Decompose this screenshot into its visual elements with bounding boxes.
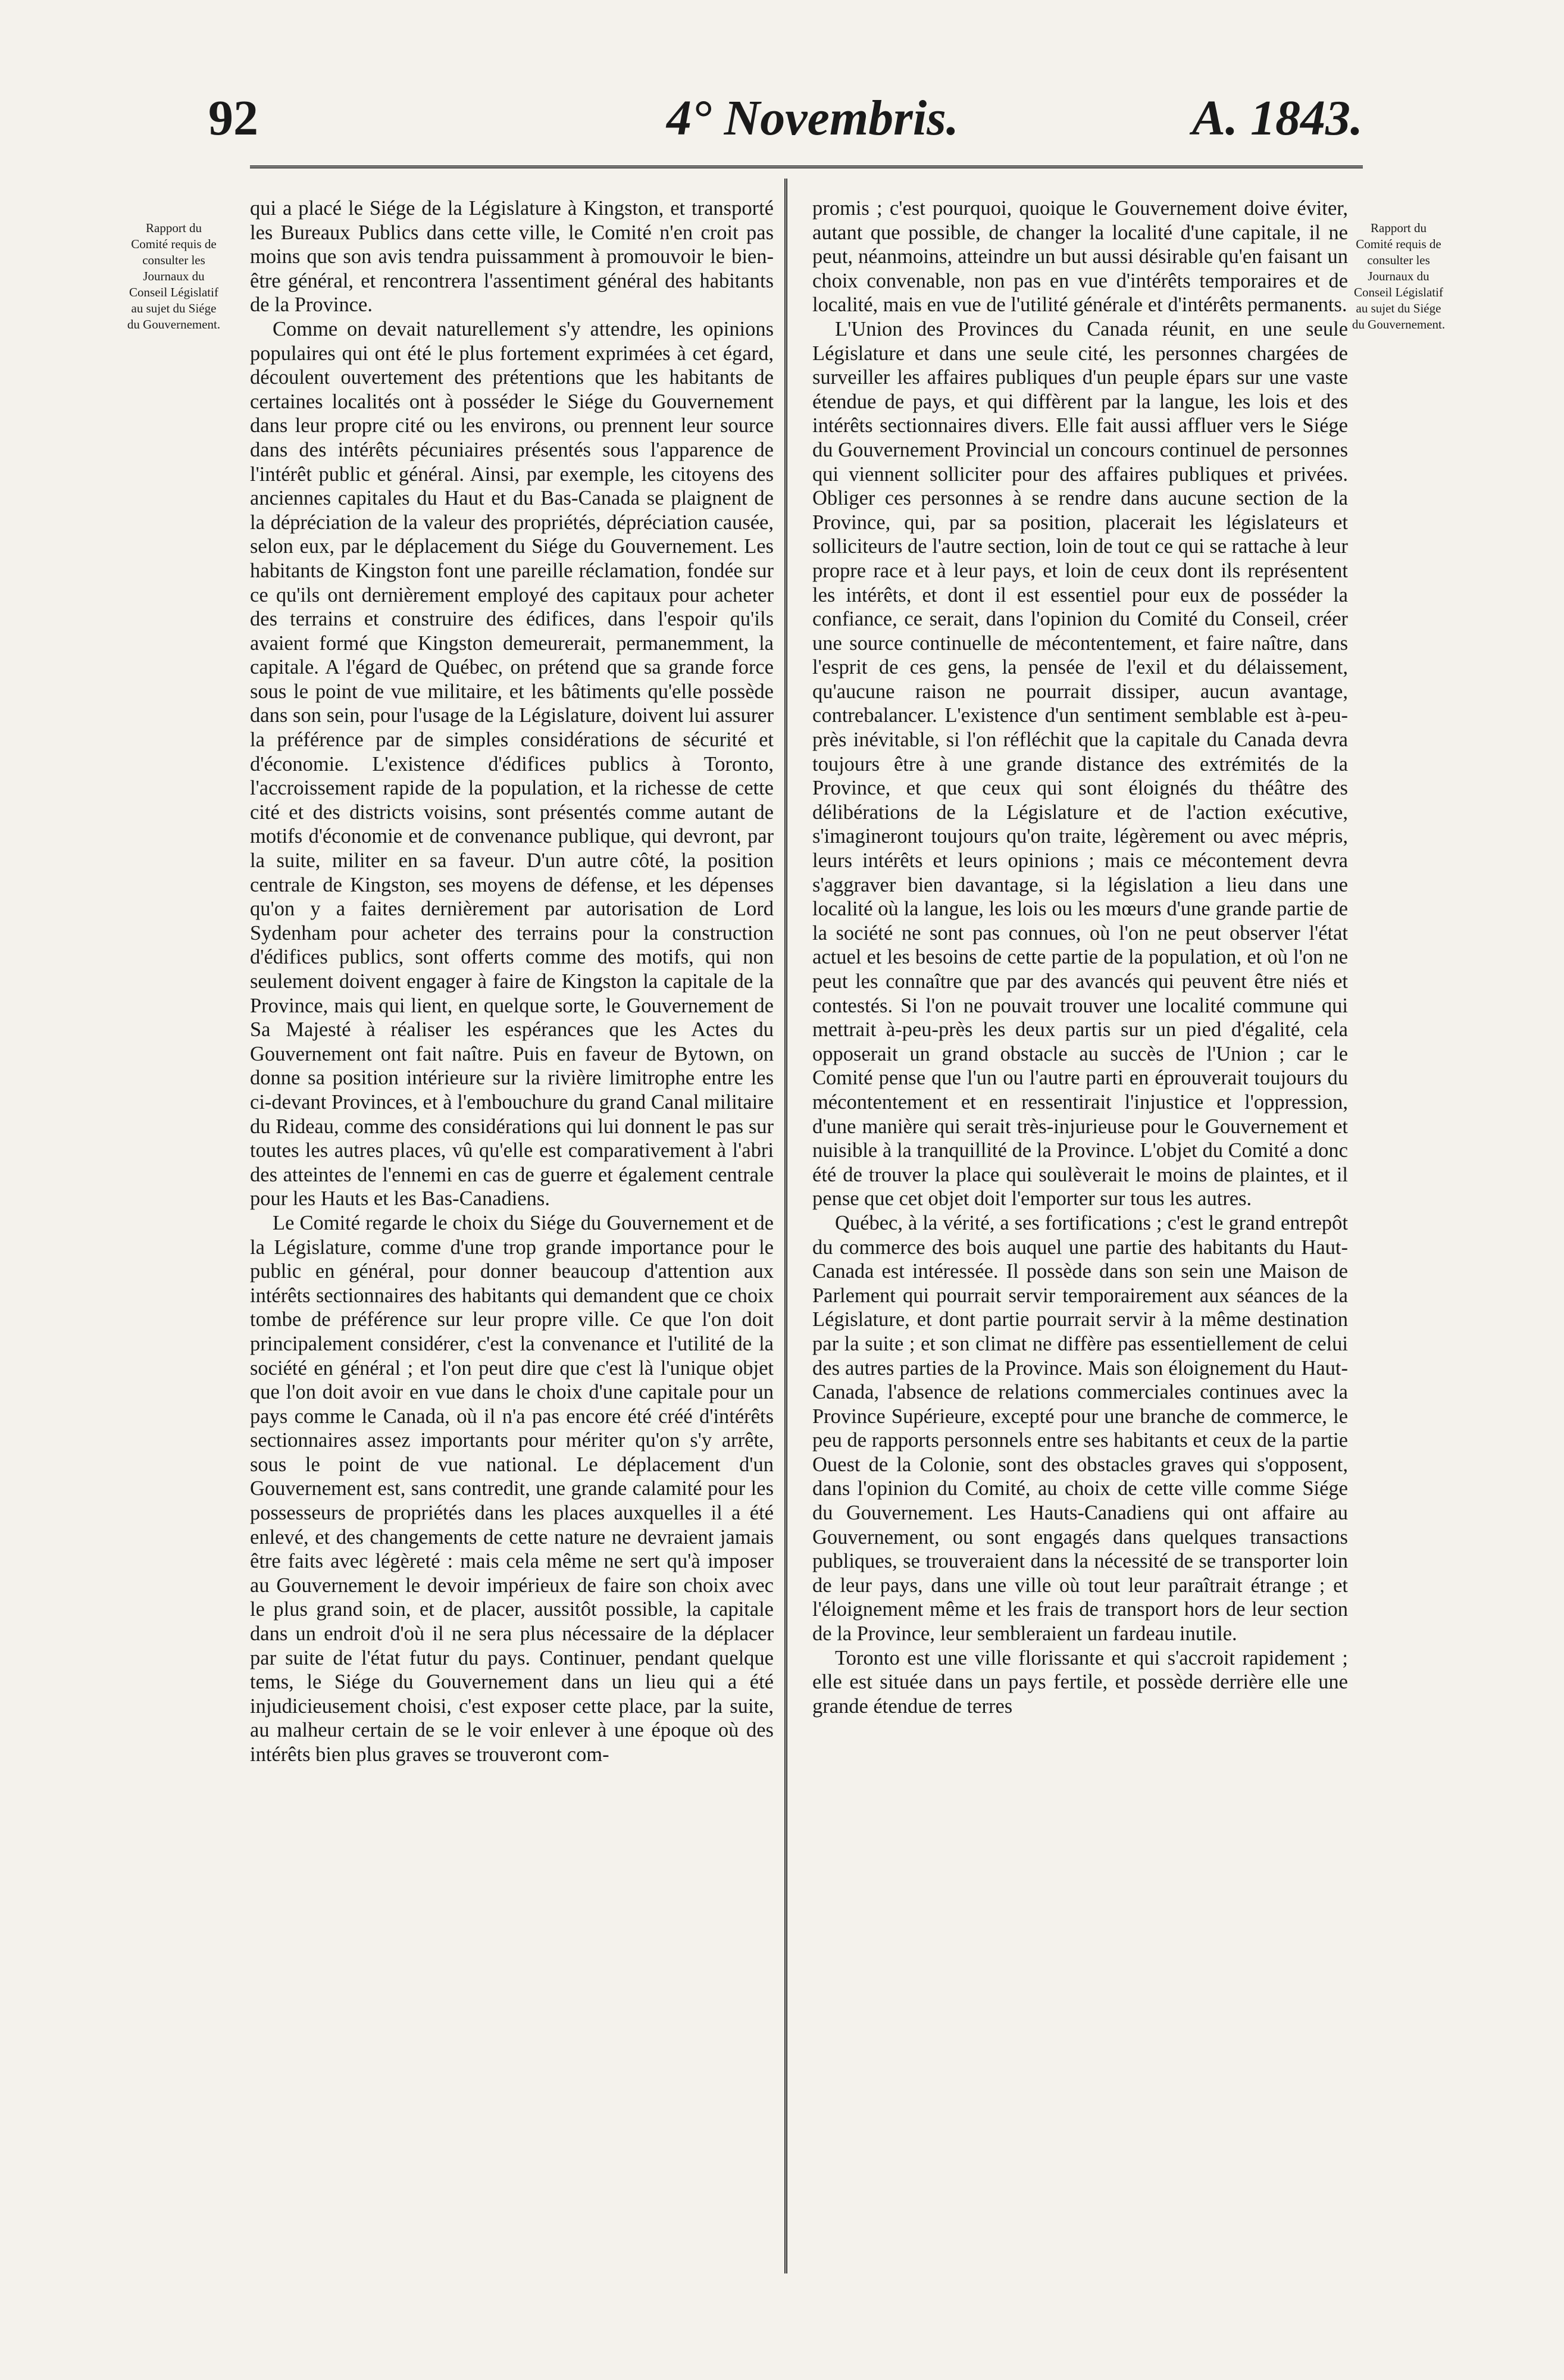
paragraph: L'Union des Provinces du Canada réunit, en une seule Législature et dans une seule cité, les personnes chargées de surveiller les affaires publiques d'un peuple épars sur une vaste étendue de pays, et qui diffèrent par la langue, les lois et des intérêts sectionnaires divers. Elle fait aussi affluer vers le Siége du Gouvernement Provincial un concours continuel de personnes qui viennent solliciter pour des affaires publiques et privées. Obliger ces personnes à se rendre dans aucune section de la Province, qui, par sa position, placerait les législateurs et solliciteurs de l'autre section, loin de tout ce qui se rattache à leur propre race et à leur pays, et loin de ceux dont ils représentent les intérêts, et dont il est essentiel pour eux de posséder la confiance, ce serait, dans l'opinion du Comité du Conseil, créer une source continuelle de mécontentement, et faire naître, dans l'esprit de ces gens, la pensée de l'exil et du délaissement, qu'aucune raison ne pourrait dissiper, aucun avantage, contrebalancer. L'existence d'un sentiment semblable est à-peu-près inévitable, si l'on réfléchit que la capitale du Canada devra toujours être à une grande distance des extrémités de la Province, et que ceux qui sont éloignés du théâtre des délibérations de la Législature et de l'action exécutive, s'imagineront toujours qu'on traite, légèrement ou avec mépris, leurs intérêts et leurs opinions ; mais ce mécontement devra s'aggraver bien davantage, si la législation a lieu dans une localité où la langue, les lois ou les mœurs d'une grande partie de la société ne sont pas connues, où l'on ne peut observer l'état actuel et les besoins de cette partie de la population, et où l'on ne peut les connaître que par des avancés qui peuvent être niés et contestés. Si l'on ne pouvait trouver une localité commune qui mettrait à-peu-près les deux partis sur un pied d'égalité, cela opposerait un grand obstacle au succès de l'Union ; car le Comité pense que l'un ou l'autre parti en éprouverait toujours du mécontentement et en ressentirait l'injustice et l'oppression, d'une manière qui serait très-injurieuse pour le Gouvernement et nuisible à la tranquillité de la Province. L'objet du Comité a donc été de trouver la place qui soulèverait le moins de plaintes, et il pense que cet objet doit l'emporter sur tous les autres.	[812, 317, 1349, 1211]
paragraph: qui a placé le Siége de la Législature à Kingston, et transporté les Bureaux Publics dans cette ville, le Comité n'en croit pas moins que son avis tendra puissamment à promouvoir le bien-être général, et rencontrera l'assentiment général des habitants de la Province.	[250, 197, 774, 317]
paragraph: Toronto est une ville florissante et qui s'accroit rapidement ; elle est située dans un pays fertile, et possède derrière elle une grande étendue de terres	[812, 1646, 1348, 1718]
header-rule	[250, 165, 1363, 168]
right-column	[812, 196, 1348, 1718]
header-year: A. 1843.	[1191, 90, 1363, 146]
paragraph: Comme on devait naturellement s'y attendre, les opinions populaires qui ont été le plus fortement exprimées à cet égard, découlent ouvertement des prétentions que les habitants de certaines localités ont à posséder le Siége du Gouvernement dans leur propre cité ou les environs, ou prennent leur source dans des intérêts pécuniaires présentés sous l'apparence de l'intérêt public et général. Ainsi, par exemple, les citoyens des anciennes capitales du Haut et du Bas-Canada se plaignent de la dépréciation de la valeur des propriétés, dépréciation causée, selon eux, par le déplacement du Siége du Gouvernement. Les habitants de Kingston font une pareille réclamation, fondée sur ce qu'ils ont dernièrement employé des capitaux pour acheter des terrains et construire des édifices, dans l'espoir qu'ils avaient formé que Kingston demeurerait, permanemment, la capitale. A l'égard de Québec, on prétend que sa grande force sous le point de vue militaire, et les bâtiments qu'elle possède dans son sein, pour l'usage de la Législature, doivent lui assurer la préférence par de simples considérations de sécurité et d'économie. L'existence d'édifices publics à Toronto, l'accroissement rapide de la population, et la richesse de cette cité et des districts voisins, sont présentés comme autant de motifs d'économie et de convenance publique, qui devront, par la suite, militer en sa faveur. D'un autre côté, la position centrale de Kingston, ses moyens de défense, et les dépenses qu'on y a faites dernièrement par autorisation de Lord Sydenham pour acheter des terrains pour la construction d'édifices publics, sont offerts comme des motifs, qui non seulement doivent engager à faire de Kingston la capitale de la Province, mais qui lient, en quelque sorte, le Gouvernement de Sa Majesté à réaliser les espérances que les Actes du Gouvernement ont fait naître. Puis en faveur de Bytown, on donne sa position intérieure sur la rivière limitrophe entre les ci-devant Provinces, et à l'embouchure du grand Canal militaire du Rideau, comme des considérations qui lui donnent le pas sur toutes les autres places, vû qu'elle est comparativement à l'abri des atteintes de l'ennemi en cas de guerre et également centrale pour les Hauts et les Bas-Canadiens.	[250, 317, 774, 1211]
paragraph: Québec, à la vérité, a ses fortifications ; c'est le grand entrepôt du commerce des bois auquel une partie des habitants du Haut-Canada est intéressée. Il possède dans son sein une Maison de Parlement qui pourrait servir temporairement aux séances de la Législature, et dont partie pourrait servir à la même destination par la suite ; et son climat ne diffère pas essentiellement de celui des autres parties de la Province. Mais son éloignement du Haut-Canada, l'absence de relations commerciales continues avec la Province Supérieure, excepté pour une branche de commerce, le peu de rapports personnels entre ses habitants et ceux de la partie Ouest de la Colonie, sont des obstacles graves qui s'opposent, dans l'opinion du Comité, au choix de cette ville comme Siége du Gouvernement. Les Hauts-Canadiens qui ont affaire au Gouvernement, ou sont engagés dans quelques transactions publiques, se trouveraient dans la nécessité de se transporter loin de leur pays, dans une ville où tout leur paraîtrait étrange ; et l'éloignement même et les frais de transport hors de leur section de la Province, leur sembleraient un fardeau inutile.	[812, 1211, 1348, 1646]
margin-note-left: Rapport du Comité requis de consulter les Journaux du Conseil Législatif au sujet du Siége du Gouvernement.	[127, 221, 221, 331]
left-column	[250, 196, 774, 1767]
column-divider	[784, 179, 787, 2273]
paragraph: promis ; c'est pourquoi, quoique le Gouvernement doive éviter, autant que possible, de changer la localité d'une capitale, il ne peut, néanmoins, atteindre un but aussi désirable qu'en faisant un choix convenable, non pas en vue d'intérêts temporaires et de localité, mais en vue de l'utilité générale et d'intérêts permanents.	[812, 197, 1348, 317]
page-header	[208, 89, 1363, 149]
paragraph: Le Comité regarde le choix du Siége du Gouvernement et de la Législature, comme d'une trop grande importance pour le public en général, pour donner beaucoup d'attention aux intérêts sectionnaires des habitants qui demandent que ce choix tombe de préférence sur leur propre ville. Ce que l'on doit principalement considérer, c'est la convenance et l'utilité de la société en général ; et l'on peut dire que c'est là l'unique objet que l'on doit avoir en vue dans le choix d'une capitale pour un pays comme le Canada, où il n'a pas encore été créé d'intérêts sectionnaires assez importants pour mériter qu'on s'y arrête, sous le point de vue national. Le déplacement d'un Gouvernement est, sans contredit, une grande calamité pour les possesseurs de propriétés dans les places auxquelles il a été enlevé, et des changements de cette nature ne devraient jamais être faits avec légèreté : mais cela même ne sert qu'à imposer au Gouvernement le devoir impérieux de faire son choix avec le plus grand soin, et de placer, aussitôt possible, la capitale dans un endroit d'où il ne sera plus nécessaire de la déplacer par suite de l'état futur du pays. Continuer, pendant quelque tems, le Siége du Gouvernement dans un lieu qui a été injudicieusement choisi, c'est exposer cette place, par la suite, au malheur certain de se le voir enlever à une époque où des intérêts bien plus graves se trouveront com-	[250, 1211, 774, 1766]
page-number: 92	[208, 90, 258, 146]
margin-note-right: Rapport du Comité requis de consulter les Journaux du Conseil Législatif au sujet du Siége du Gouvernement.	[1352, 221, 1446, 331]
header-date: 4° Novembris.	[667, 90, 959, 146]
